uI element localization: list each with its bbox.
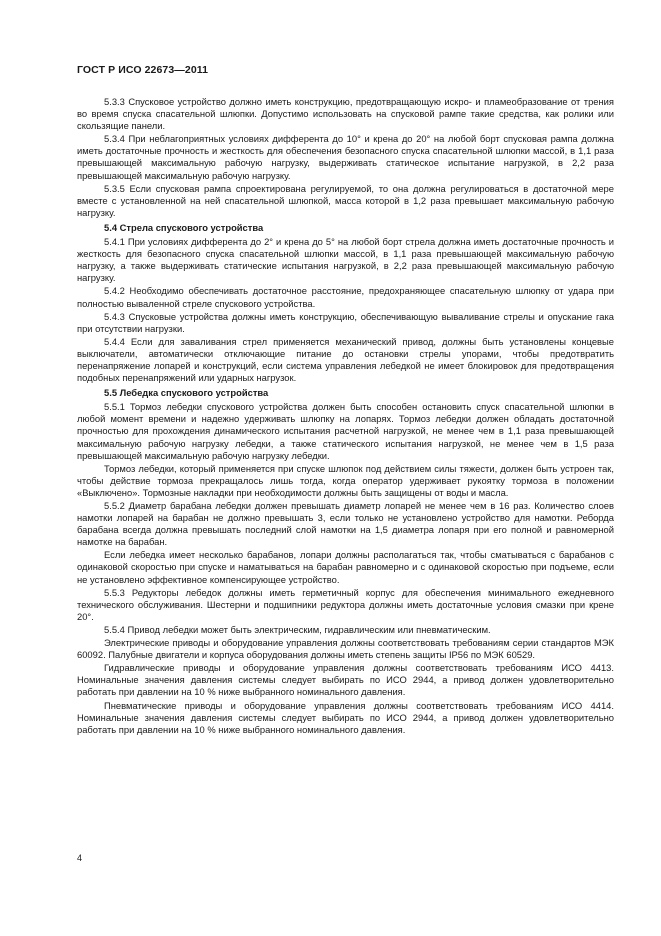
document-header: ГОСТ Р ИСО 22673—2011 — [77, 64, 209, 76]
paragraph-5-3-3: 5.3.3 Спусковое устройство должно иметь конструкцию, предотвращающую искро- и пламеобразование от трения во время спуска спасательной шлюпки. Допустимо использовать на спусковой рампе такие средства, как ролики или скользящие панели. — [77, 96, 614, 132]
paragraph-5-5-3: 5.5.3 Редукторы лебедок должны иметь герметичный корпус для обеспечения минимального ежедневного технического обслуживания. Шестерни и подшипники редуктора должны иметь достаточные условия смазки при крене 20°. — [77, 586, 614, 622]
paragraph-5-5-1-brake: Тормоз лебедки, который применяется при спуске шлюпок под действием силы тяжести, должен быть устроен так, чтобы действие тормоза прекращалось лишь тогда, когда оператор удерживает рукоятку тормоза в положении «Выключено». Тормозные накладки при необходимости должны быть защищены от воды и масла. — [77, 462, 614, 498]
paragraph-5-3-5: 5.3.5 Если спусковая рампа спроектирована регулируемой, то она должна регулироваться в достаточной мере вместе с установленной на ней спасательной шлюпкой, масса которой в 1,2 раза превышает максимальную рабочую нагрузку. — [77, 182, 614, 218]
paragraph-hydraulic-drives: Гидравлические приводы и оборудование управления должны соответствовать требованиям ИСО 4413. Номинальные значения давления системы следует выбирать по ИСО 2944, а привод должен удовлетворительно работать при давлении на 10 % ниже выбранного номинального давления. — [77, 662, 614, 698]
paragraph-pneumatic-drives: Пневматические приводы и оборудование управления должны соответствовать требованиям ИСО 4414. Номинальные значения давления системы следует выбирать по ИСО 2944, а привод должен удовлетворительно работать при давлении на 10 % ниже выбранного номинального давления. — [77, 699, 614, 735]
paragraph-5-5-1: 5.5.1 Тормоз лебедки спускового устройства должен быть способен остановить спуск спасательной шлюпки в любой момент времени и надежно удерживать шлюпку на лопарях. Тормоз лебедки должен обладать достаточной прочностью для прохождения динамического испытания расчетной нагрузкой, не менее чем в 1,1 раза превышающей максимальную рабочую нагрузку лебедки, а также статического испытания нагрузкой, не менее чем в 1,5 раза превышающей максимальную рабочую нагрузку лебедки. — [77, 401, 614, 461]
document-body — [77, 96, 614, 737]
paragraph-5-5-4: 5.5.4 Привод лебедки может быть электрическим, гидравлическим или пневматическим. — [104, 623, 491, 635]
paragraph-5-5-2: 5.5.2 Диаметр барабана лебедки должен превышать диаметр лопарей не менее чем в 16 раз. Количество слоев намотки лопарей на барабан не должно превышать 3, если только не установлено устройство для намотки. Реборда барабана всегда должна превышать последний слой намотки на 1,5 диаметра лопаря при его полной и равномерной намотке на барабан. — [77, 500, 614, 548]
paragraph-5-5-2-drums: Если лебедка имеет несколько барабанов, лопари должны располагаться так, чтобы сматываться с барабанов с одинаковой скоростью при спуске и наматываться на барабан равномерно и с одинаковой скоростью при подъеме, если не установлено эффективное компенсирующее устройство. — [77, 549, 614, 585]
paragraph-electric-drives: Электрические приводы и оборудование управления должны соответствовать требованиям серии стандартов МЭК 60092. Палубные двигатели и корпуса оборудования должны иметь степень защиты IP56 по МЭК 60529. — [77, 637, 614, 661]
paragraph-5-4-3: 5.4.3 Спусковые устройства должны иметь конструкцию, обеспечивающую вываливание стрелы и опускание гака при отсутствии нагрузки. — [77, 310, 614, 334]
page-number: 4 — [77, 853, 83, 863]
paragraph-5-3-4: 5.3.4 При неблагоприятных условиях дифферента до 10° и крена до 20° на любой борт спусковая рампа должна иметь достаточные прочность и жесткость для обеспечения безопасного спуска спасательной шлюпки массой, в 1,1 раза превышающей максимальную рабочую нагрузку, выдерживать статическое испытание нагрузкой, в 2,2 раза превышающей максимальную рабочую нагрузку. — [77, 133, 614, 181]
section-heading-5-4: 5.4 Стрела спускового устройства — [104, 221, 264, 233]
paragraph-5-4-2: 5.4.2 Необходимо обеспечивать достаточное расстояние, предохраняющее спасательную шлюпку от удара при полностью вываленной стреле спускового устройства. — [77, 285, 614, 309]
paragraph-5-4-4: 5.4.4 Если для заваливания стрел применяется механический привод, должны быть установлены концевые выключатели, автоматически отключающие питание до остановки стрелы упорами, чтобы предотвратить перенапряжение лопарей и конструкций, если система управления лебедкой не имеет блокировок для предотвращения подобных перенапряжений или ударных нагрузок. — [77, 335, 614, 384]
paragraph-5-4-1: 5.4.1 При условиях дифферента до 2° и крена до 5° на любой борт стрела должна иметь достаточные прочность и жесткость для безопасного спуска спасательной шлюпки массой, в 1,1 раза превышающей максимальную рабочую нагрузку, а также выдерживать статические испытания нагрузкой, в 2,2 раза превышающей максимальную рабочую нагрузку. — [77, 236, 614, 284]
section-heading-5-5: 5.5 Лебедка спускового устройства — [104, 387, 269, 399]
